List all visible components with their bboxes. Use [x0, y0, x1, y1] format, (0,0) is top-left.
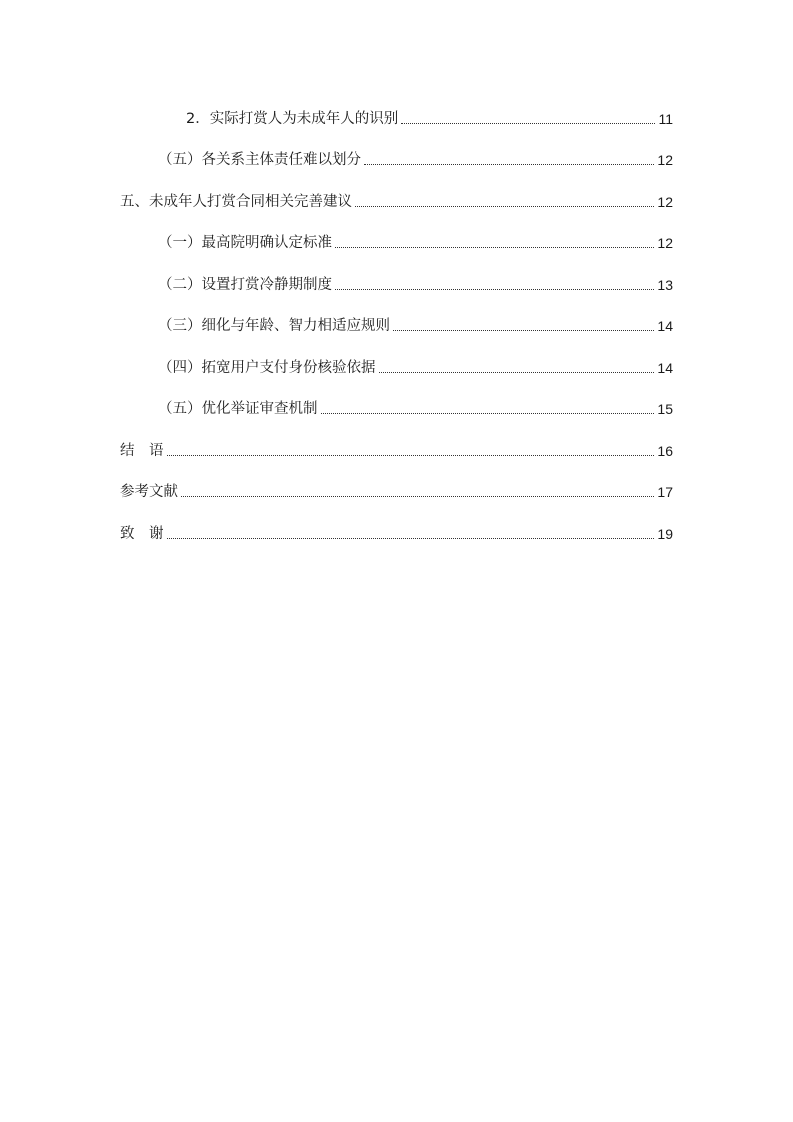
- dot-leader: [393, 330, 654, 331]
- toc-entry-label: 五、未成年人打赏合同相关完善建议: [120, 194, 352, 210]
- toc-entry[interactable]: [158, 272, 673, 294]
- toc-entry[interactable]: [158, 313, 673, 335]
- toc-entry-label: （五）优化举证审查机制: [158, 401, 318, 417]
- toc-entry[interactable]: [120, 189, 673, 211]
- dot-leader: [401, 123, 655, 124]
- toc-entry[interactable]: [120, 479, 673, 501]
- toc-entry[interactable]: [186, 106, 673, 128]
- toc-page-number: 12: [657, 194, 673, 210]
- toc-page-number: 11: [658, 111, 673, 127]
- toc-page-number: 14: [657, 360, 673, 376]
- toc-entry[interactable]: [120, 438, 673, 460]
- toc-entry[interactable]: [158, 230, 673, 252]
- toc-entry[interactable]: [120, 521, 673, 543]
- dot-leader: [167, 538, 655, 539]
- toc-entry[interactable]: [158, 355, 673, 377]
- toc-entry-label: 结 语: [120, 443, 164, 459]
- toc-entry-label: （四）拓宽用户支付身份核验依据: [158, 360, 376, 376]
- toc-page-number: 16: [657, 443, 673, 459]
- dot-leader: [181, 496, 654, 497]
- toc-entry[interactable]: [158, 147, 673, 169]
- toc-page-number: 12: [657, 235, 673, 251]
- toc-entry-label: 致 谢: [120, 526, 164, 542]
- toc-page-number: 13: [657, 277, 673, 293]
- toc-page-number: 12: [657, 152, 673, 168]
- dot-leader: [167, 455, 655, 456]
- toc-page-number: 17: [657, 484, 673, 500]
- toc-entry-label: （二）设置打赏冷静期制度: [158, 277, 332, 293]
- toc-page-number: 15: [657, 401, 673, 417]
- toc-entry-label: （一）最高院明确认定标准: [158, 235, 332, 251]
- toc-entry[interactable]: [158, 396, 673, 418]
- dot-leader: [379, 372, 655, 373]
- toc-page-number: 19: [657, 526, 673, 542]
- toc-entry-label: 2．实际打赏人为未成年人的识别: [186, 111, 399, 127]
- toc-entry-label: （五）各关系主体责任难以划分: [158, 152, 361, 168]
- toc-page-number: 14: [657, 318, 673, 334]
- dot-leader: [335, 247, 654, 248]
- toc-entry-label: 参考文献: [120, 484, 178, 500]
- toc-entry-label: （三）细化与年龄、智力相适应规则: [158, 318, 390, 334]
- dot-leader: [321, 413, 655, 414]
- dot-leader: [355, 206, 654, 207]
- dot-leader: [364, 164, 654, 165]
- dot-leader: [335, 289, 654, 290]
